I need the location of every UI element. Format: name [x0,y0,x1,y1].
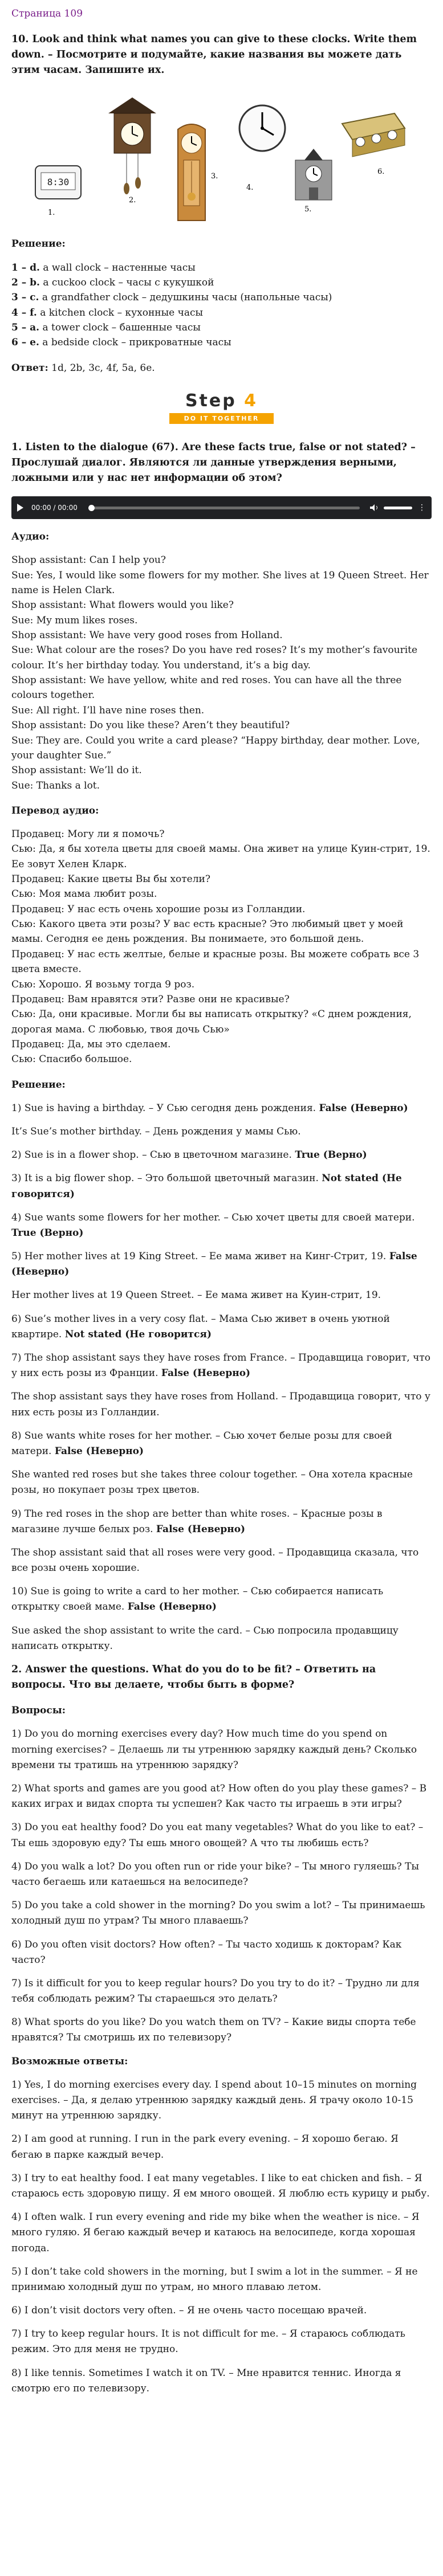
dialogue-line: Sue: What colour are the roses? Do you have red roses? It’s my mother’s favourite colour. It’s her birthday today. You understand, it’s a big day. [11,644,418,671]
task-10-answer: Ответ: 1d, 2b, 3c, 4f, 5a, 6e. [11,362,155,374]
dialogue-text [11,553,432,793]
dialogue-line: Shop assistant: Can I help you? [11,554,166,566]
more-options-icon[interactable]: ⋮ [418,503,426,513]
task-1-heading: 1. Listen to the dialogue (67). Are these facts true, false or not stated? – Прослушай диалог. Являются ли данные утверждения верными, ложными или у нас нет информации об этом? [11,441,416,484]
volume-icon[interactable] [370,504,379,511]
question-item: 6) Do you often visit doctors? How often? – Ты часто ходишь к докторам? Как часто? [11,1938,402,1966]
audio-player[interactable] [11,496,432,519]
answer-item: It’s Sue’s mother birthday. – День рождения у мамы Сью. [11,1125,301,1137]
translation-line: Продавец: У нас есть желтые, белые и красные розы. Вы можете собрать все 3 цвета вместе. [11,948,420,975]
task-10-heading: 10. Look and think what names you can give to these clocks. Write them down. – Посмотрите и подумайте, какие названия вы можете дать этим часам. Запишите их. [11,34,417,76]
answer-item: 9) The red roses in the shop are better than white roses. – Красные розы в магазине лучше белых роз. False (Неверно) [11,1508,383,1535]
questions-label: Вопросы: [11,1705,66,1717]
audio-progress-slider[interactable] [90,507,360,509]
clock-label-1: 1. [48,209,55,218]
answer-item: 10) Sue is going to write a card to her mother. – Сью собирается написать открытку своей маме. False (Неверно) [11,1586,384,1613]
clock-1-image [35,166,81,199]
page-link[interactable]: Страница 109 [11,8,83,19]
solution-item: 2 – b. a cuckoo clock – часы с кукушкой [11,276,214,288]
answer-item: 2) Sue is in a flower shop. – Сью в цветочном магазине. True (Верно) [11,1149,367,1161]
translation-line: Сью: Да, они красивые. Могли бы вы написать открытку? «С днем рождения, дорогая мама. С любовью, твоя дочь Сью» [11,1009,412,1035]
question-item: 4) Do you walk a lot? Do you often run or ride your bike? – Ты много гуляешь? Ты часто бегаешь или катаешься на велосипеде? [11,1860,420,1888]
question-item: 5) Do you take a cold shower in the morning? Do you swim a lot? – Ты принимаешь холодный душ по утрам? Ты много плаваешь? [11,1900,425,1927]
audio-time: 00:00 / 00:00 [31,504,78,512]
translation-text [11,827,432,1067]
translation-line: Продавец: Да, мы это сделаем. [11,1038,171,1050]
answer-item: 3) It is a big flower shop. – Это большой цветочный магазин. Not stated (Не говорится) [11,1173,402,1200]
solution-item: 3 – c. a grandfather clock – дедушкины часы (напольные часы) [11,292,332,304]
answer-item: Her mother lives at 19 Queen Street. – Ее мама живет на Куин-стрит, 19. [11,1289,381,1301]
svg-text:8:30: 8:30 [47,177,70,188]
possible-answer-item: 4) I often walk. I run every evening and ride my bike when the weather is nice. – Я много гуляю. Я бегаю каждый вечер и катаюсь на велосипеде, когда хорошая погода. [11,2211,420,2254]
possible-answer-item: 1) Yes, I do morning exercises every day. I spend about 10–15 minutes on morning exercises. – Да, я делаю утреннюю зарядку каждый день. Я трачу около 10-15 минут на утреннюю зарядку. [11,2079,417,2122]
dialogue-line: Shop assistant: What flowers would you like? [11,599,234,611]
translation-line: Продавец: Вам нравятся эти? Разве они не красивые? [11,993,290,1005]
answer-item: She wanted red roses but she takes three colour together. – Она хотела красные розы, но покупает розы трех цветов. [11,1469,413,1496]
solution-item: 6 – e. a bedside clock – прикроватные часы [11,337,231,349]
dialogue-line: Shop assistant: Do you like these? Aren’t they beautiful? [11,720,290,732]
translation-line: Сью: Хорошо. Я возьму тогда 9 роз. [11,978,195,990]
task-1-answers [11,1101,432,1654]
clock-6-image [342,113,405,157]
task-10-solution-label: Решение: [11,238,66,250]
answer-item: 6) Sue’s mother lives in a very cosy flat. – Мама Сью живет в очень уютной квартире. Not stated (Не говорится) [11,1313,390,1340]
answer-item: Sue asked the shop assistant to write the card. – Сью попросила продавщицу написать открытку. [11,1624,399,1652]
clock-label-5: 5. [304,205,312,214]
translation-line: Сью: Спасибо большое. [11,1054,132,1065]
solution-item: 4 – f. a kitchen clock – кухонные часы [11,307,204,319]
translation-line: Продавец: Какие цветы Вы бы хотели? [11,873,210,885]
dialogue-line: Sue: Yes, I would like some flowers for my mother. She lives at 19 Queen Street. Her name is Helen Clark. [11,569,429,597]
possible-answer-item: 5) I don’t take cold showers in the morning, but I swim a lot in the summer. – Я не принимаю холодный душ по утрам, но много плаваю летом. [11,2265,418,2293]
page [11,0,432,2397]
task-10-solution-list [11,260,432,350]
question-item: 3) Do you eat healthy food? Do you eat many vegetables? What do you like to eat? – Ты ешь здоровую еду? Ты ешь много овощей? А что ты любишь есть? [11,1822,424,1849]
possible-answers-label: Возможные ответы: [11,2055,128,2067]
question-item: 1) Do you do morning exercises every day? How much time do you spend on morning exercises? – Делаешь ли ты утреннюю зарядку каждый день? Сколько времени ты тратишь на утреннюю зарядку? [11,1728,417,1771]
answer-item: 5) Her mother lives at 19 King Street. – Ее мама живет на Кинг-Стрит, 19. False (Неверно) [11,1251,417,1278]
dialogue-line: Sue: All right. I’ll have nine roses then. [11,704,205,716]
translation-line: Сью: Какого цвета эти розы? У вас есть красные? Это любимый цвет у моей мамы. Сегодня ее день рождения. Вы понимаете, это большой день. [11,918,404,945]
answer-item: The shop assistant said that all roses were very good. – Продавщица сказала, что все розы очень хорошие. [11,1546,419,1574]
translation-line: Сью: Моя мама любит розы. [11,888,157,900]
step-subtitle: DO IT TOGETHER [169,413,274,424]
volume-slider[interactable] [384,507,412,509]
answer-item: 7) The shop assistant says they have roses from France. – Продавщица говорит, что у них есть розы из Франции. False (Неверно) [11,1352,431,1379]
possible-answer-item: 2) I am good at running. I run in the park every evening. – Я хорошо бегаю. Я бегаю в парке каждый вечер. [11,2133,399,2161]
solution-item: 1 – d. a wall clock – настенные часы [11,262,196,273]
solution-item: 5 – a. a tower clock – башенные часы [11,321,201,333]
possible-answer-item: 7) I try to keep regular hours. It is not difficult for me. – Я стараюсь соблюдать режим. Это для меня не трудно. [11,2328,405,2355]
clock-label-6: 6. [377,168,385,177]
translation-line: Сью: Да, я бы хотела цветы для своей мамы. Она живет на улице Куин-стрит, 19. Ее зовут Хелен Кларк. [11,843,430,870]
translation-line: Продавец: У нас есть очень хорошие розы из Голландии. [11,903,306,915]
clock-4-image [239,105,285,151]
possible-answer-item: 3) I try to eat healthy food. I eat many vegetables. I like to eat chicken and fish. – Я стараюсь есть здоровую пищу. Я ем много овощей. Я люблю есть курицу и рыбу. [11,2172,430,2199]
task-2-heading: 2. Answer the questions. What do you do to be fit? – Ответить на вопросы. Что вы делаете, чтобы быть в форме? [11,1664,376,1691]
clock-2-image [108,97,156,194]
clock-5-image [295,149,332,200]
dialogue-line: Sue: Thanks a lot. [11,779,100,791]
dialogue-line: Sue: My mum likes roses. [11,614,138,626]
possible-answer-item: 8) I like tennis. Sometimes I watch it on TV. – Мне нравится теннис. Иногда я смотрю его по телевизору. [11,2367,401,2394]
clock-3-image [178,124,205,221]
translation-label: Перевод аудио: [11,805,99,817]
play-icon[interactable] [17,504,23,512]
clocks-picture [11,88,432,225]
clock-label-2: 2. [129,196,136,205]
question-item: 8) What sports do you like? Do you watch them on TV? – Какие виды спорта тебе нравятся? Ты смотришь их по телевизору? [11,2016,416,2044]
answer-item: The shop assistant says they have roses from Holland. – Продавщица говорит, что у них есть розы из Голландии. [11,1391,430,1418]
dialogue-line: Shop assistant: We have very good roses from Holland. [11,630,283,642]
translation-line: Продавец: Могу ли я помочь? [11,828,165,840]
audio-progress-knob[interactable] [88,505,95,511]
step-banner [11,391,432,424]
answer-item: 4) Sue wants some flowers for her mother. – Сью хочет цветы для своей матери. True (Верно) [11,1211,415,1239]
questions-list [11,1726,432,2046]
audio-label: Аудио: [11,531,50,543]
task-1-solution-label: Решение: [11,1079,66,1091]
clock-label-4: 4. [246,183,254,193]
dialogue-line: Shop assistant: We’ll do it. [11,765,142,777]
dialogue-line: Sue: They are. Could you write a card please? “Happy birthday, dear mother. Love, your daughter Sue.” [11,734,420,761]
answer-item: 8) Sue wants white roses for her mother. – Сью хочет белые розы для своей матери. False (Неверно) [11,1430,392,1457]
possible-answer-item: 6) I don’t visit doctors very often. – Я не очень часто посещаю врачей. [11,2305,367,2317]
question-item: 2) What sports and games are you good at? How often do you play these games? – В каких играх и видах спорта ты успешен? Как часто ты играешь в эти игры? [11,1783,427,1810]
question-item: 7) Is it difficult for you to keep regular hours? Do you try to do it? – Трудно ли для тебя соблюдать режим? Ты стараешься это делать? [11,1977,420,2005]
clocks-illustration [11,88,432,225]
possible-answers-list [11,2077,432,2397]
dialogue-line: Shop assistant: We have yellow, white and red roses. You can have all the three colours together. [11,675,402,701]
answer-item: 1) Sue is having a birthday. – У Сью сегодня день рождения. False (Неверно) [11,1102,408,1114]
clock-label-3: 3. [211,172,218,181]
step-title: Step 4 [185,390,258,411]
